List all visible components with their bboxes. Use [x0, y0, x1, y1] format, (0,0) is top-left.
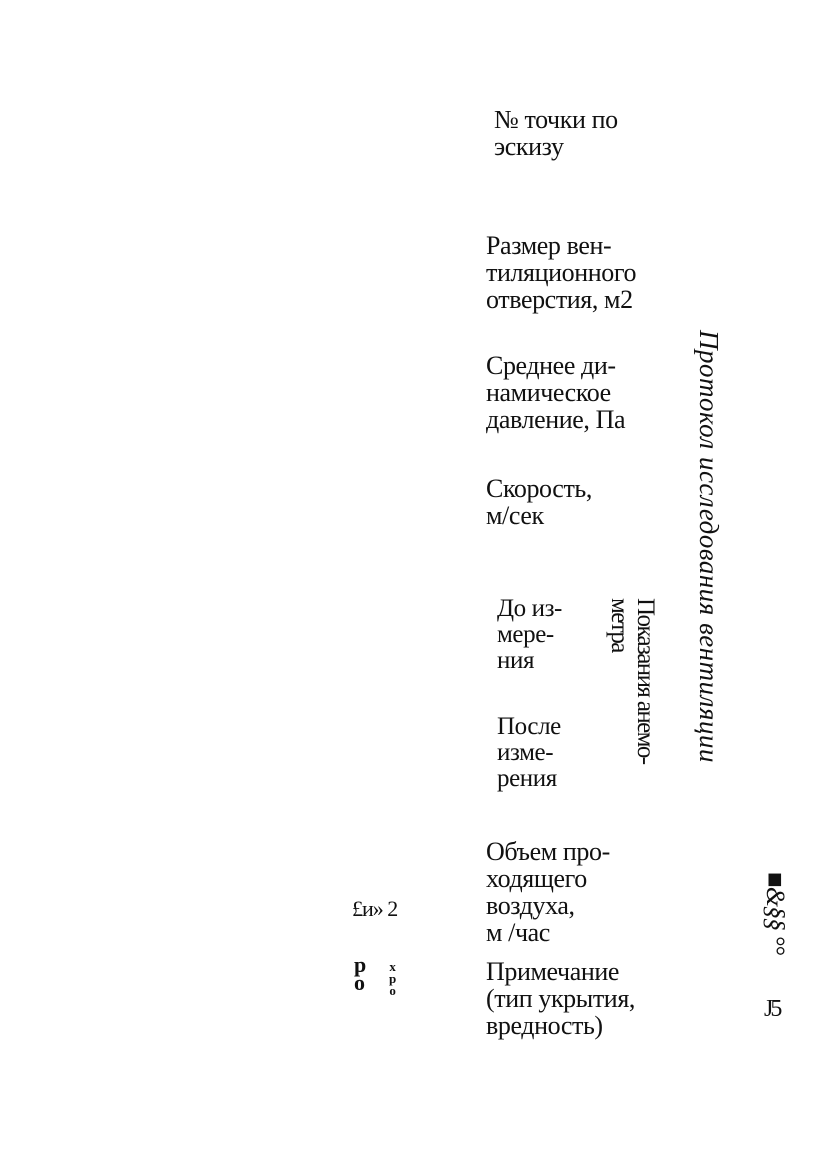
- header-air-volume: Объем про- ходящего воздуха, м /час: [486, 837, 610, 947]
- page-mark: J5: [764, 996, 780, 1022]
- protocol-title: Протокол исследования вентиляции: [694, 330, 724, 763]
- header-opening-size: Размер вен- тиляционного отверстия, м2: [486, 231, 637, 314]
- header-dynamic-pressure: Среднее ди- намическое давление, Па: [486, 351, 626, 434]
- header-point-number: № точки по эскизу: [494, 105, 618, 161]
- stray-mark-left-3: х р о: [389, 959, 397, 998]
- stray-mark-left-1: £и» 2: [352, 896, 398, 921]
- header-anemometer-group: Показания анемо- метра: [606, 598, 659, 764]
- header-after-measurement: После изме- рения: [497, 713, 561, 792]
- stray-mark-right: ■&§§ °°: [761, 872, 790, 955]
- header-before-measurement: До из- мере- ния: [497, 595, 562, 674]
- header-remark: Примечание (тип укрытия, вредность): [486, 957, 635, 1040]
- header-speed: Скорость, м/сек: [486, 474, 592, 530]
- stray-mark-left-2: р о: [354, 952, 367, 995]
